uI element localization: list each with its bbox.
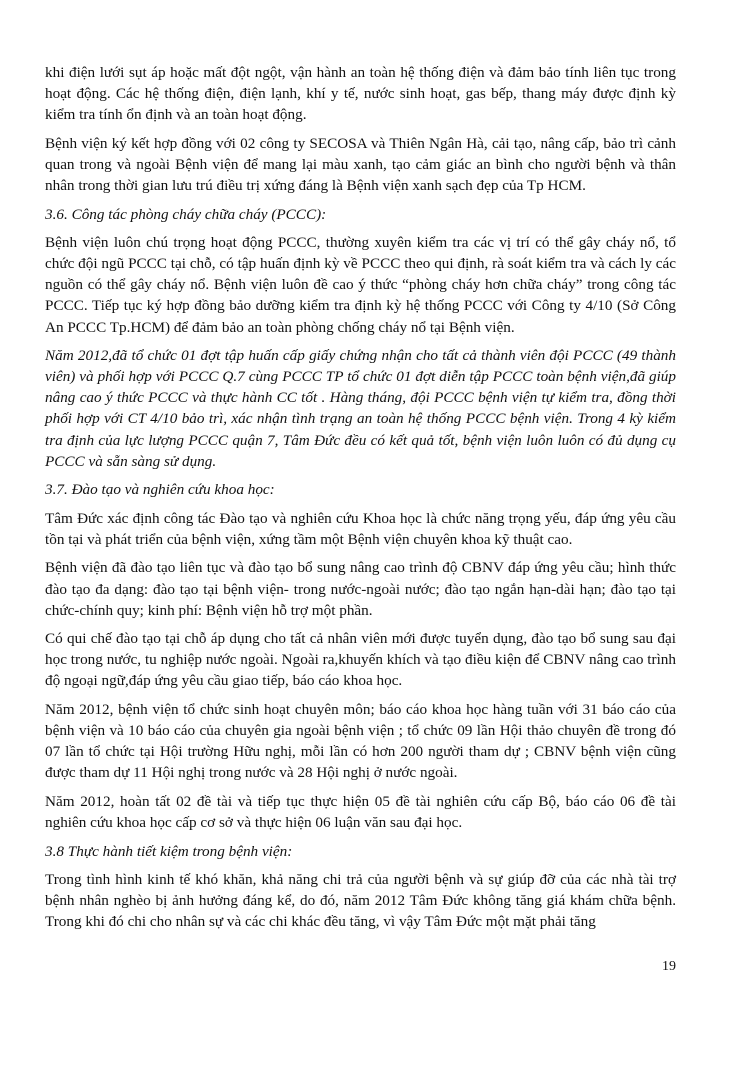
paragraph-landscaping-contract: Bệnh viện ký kết hợp đồng với 02 công ty SECOSA và Thiên Ngân Hà, cải tạo, nâng cấp, bảo trì cảnh quan trong và ngoài Bệnh viện để mang lại màu xanh, tạo cảm giác an bình cho người bệnh và thân nhân trong thời gian lưu trú điều trị xứng đáng là Bệnh viện xanh sạch đẹp của Tp HCM. bbox=[45, 134, 676, 194]
document-page bbox=[45, 62, 676, 940]
page-number: 19 bbox=[662, 959, 676, 974]
paragraph-training-forms: Bệnh viện đã đào tạo liên tục và đào tạo bổ sung nâng cao trình độ CBNV đáp ứng yêu cầu; hình thức đào tạo đa dạng: đào tạo tại bệnh viện- trong nước-ngoài nước; đào tạo ngắn hạn-dài hạn; đào tạo tại chức-chính quy; kinh phí: Bệnh viện hỗ trợ một phần. bbox=[45, 559, 676, 619]
section-heading-3-7: 3.7. Đào tạo và nghiên cứu khoa học: bbox=[45, 481, 275, 499]
section-heading-3-6: 3.6. Công tác phòng cháy chữa cháy (PCCC): bbox=[45, 205, 327, 223]
paragraph-training-research-role: Tâm Đức xác định công tác Đào tạo và nghiên cứu Khoa học là chức năng trọng yếu, đáp ứng yêu cầu tồn tại và phát triển của bệnh viện, xứng tầm một Bệnh viện chuyên khoa kỹ thuật cao. bbox=[45, 509, 676, 548]
paragraph-fire-training-2012: Năm 2012,đã tổ chức 01 đợt tập huấn cấp giấy chứng nhận cho tất cả thành viên đội PCCC (49 thành viên) và phối hợp với PCCC Q.7 cùng PCCC TP tổ chức 01 đợt diễn tập PCCC toàn bệnh viện,đã giúp nâng cao ý thức PCCC và thực hành CC tốt . Hàng tháng, đội PCCC bệnh viện tự kiểm tra, đồng thời phối hợp với CT 4/10 bảo trì, xác nhận tình trạng an toàn hệ thống PCCC bệnh viện. Trong 4 kỳ kiểm tra định của lực lượng PCCC quận 7, Tâm Đức đều có kết quả tốt, bệnh viện luôn luôn có đủ dụng cụ PCCC và sẵn sàng sử dụng. bbox=[45, 347, 676, 470]
paragraph-research-topics-2012: Năm 2012, hoàn tất 02 đề tài và tiếp tục thực hiện 05 đề tài nghiên cứu cấp Bộ, báo cáo 06 đề tài nghiên cứu khoa học cấp cơ sở và thực hiện 06 luận văn sau đại học. bbox=[45, 792, 676, 831]
paragraph-facilities-maintenance: khi điện lưới sụt áp hoặc mất đột ngột, vận hành an toàn hệ thống điện và đảm bảo tính liên tục trong hoạt động. Các hệ thống điện, điện lạnh, khí y tế, nước sinh hoạt, gas bếp, thang máy được định kỳ kiểm tra tính ổn định và an toàn hoạt động. bbox=[45, 64, 676, 124]
paragraph-onsite-training: Có qui chế đào tạo tại chỗ áp dụng cho tất cả nhân viên mới được tuyển dụng, đào tạo bổ sung sau đại học trong nước, tu nghiệp nước ngoài. Ngoài ra,khuyến khích và tạo điều kiện để CBNV nâng cao trình độ ngoại ngữ,đáp ứng yêu cầu giao tiếp, báo cáo khoa học. bbox=[45, 630, 676, 690]
paragraph-fire-prevention: Bệnh viện luôn chú trọng hoạt động PCCC, thường xuyên kiểm tra các vị trí có thể gây cháy nổ, tổ chức đội ngũ PCCC tại chỗ, có tập huấn định kỳ về PCCC theo qui định, rà soát kiểm tra và cách ly các nguồn có thể gây cháy nổ. Bệnh viện luôn đề cao ý thức “phòng cháy hơn chữa cháy” trong công tác PCCC. Tiếp tục ký hợp đồng bảo dưỡng kiểm tra định kỳ hệ thống PCCC với Công ty 4/10 (Sở Công An PCCC Tp.HCM) để đảm bảo an toàn phòng chống cháy nổ tại Bệnh viện. bbox=[45, 234, 676, 336]
paragraph-scientific-activities-2012: Năm 2012, bệnh viện tổ chức sinh hoạt chuyên môn; báo cáo khoa học hàng tuần với 31 báo cáo của bệnh viện và 10 báo cáo của chuyên gia ngoài bệnh viện ; tổ chức 09 lần Hội thảo chuyên đề trong đó 07 lần tổ chức tại Hội trường Hữu nghị, mỗi lần có hơn 200 người tham dự ; CBNV bệnh viện cũng được tham dự 11 Hội nghị trong nước và 28 Hội nghị ở nước ngoài. bbox=[45, 701, 676, 782]
section-heading-3-8: 3.8 Thực hành tiết kiệm trong bệnh viện: bbox=[45, 842, 293, 860]
paragraph-cost-saving: Trong tình hình kinh tế khó khăn, khả năng chi trả của người bệnh và sự giúp đỡ của các nhà tài trợ bệnh nhân nghèo bị ảnh hưởng đáng kể, do đó, năm 2012 Tâm Đức không tăng giá khám chữa bệnh. Trong khi đó chi cho nhân sự và các chi khác đều tăng, vì vậy Tâm Đức một mặt phải tăng bbox=[45, 871, 676, 931]
